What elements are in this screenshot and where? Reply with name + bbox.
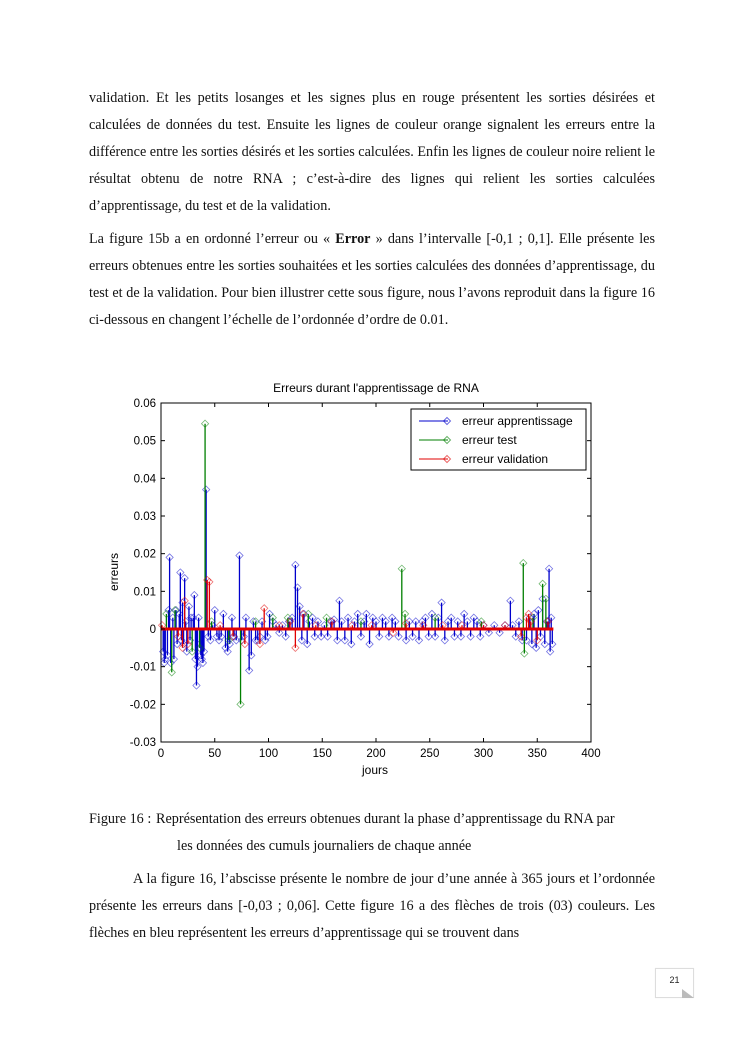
- caption-label: Figure 16 :: [89, 811, 152, 827]
- y-tick-label: 0: [149, 624, 156, 636]
- legend-label: erreur apprentissage: [462, 414, 573, 428]
- paragraph-figure-15b: [89, 226, 655, 334]
- legend-label: erreur test: [462, 433, 517, 447]
- x-tick-label: 50: [208, 748, 222, 760]
- paragraph-intro: validation. Et les petits losanges et les signes plus en rouge présentent les sorties désirées et calculées de données du test. Ensuite les lignes de couleur orange signalent les erreurs entre la différence entre les sorties désirés et les sorties calculées. Enfin les lignes de couleur noire relient le résultat obtenu de notre RNA ; c’est-à-dire des lignes qui relient les sorties calculées d’apprentissage, du test et de la validation.: [89, 90, 655, 214]
- figure-caption: [89, 806, 655, 860]
- legend-label: erreur validation: [462, 452, 549, 466]
- x-tick-label: 300: [473, 748, 494, 760]
- x-tick-label: 100: [258, 748, 279, 760]
- series-erreur-validation: [158, 576, 551, 651]
- page-number: [655, 968, 694, 998]
- chart-title: Erreurs durant l'apprentissage de RNA: [273, 381, 479, 395]
- bold-term-error: Error: [335, 231, 371, 247]
- series-erreur-apprentissage: [160, 486, 556, 689]
- page-curl-icon: [682, 989, 694, 998]
- error-stem-chart: [0, 370, 744, 780]
- x-tick-label: 350: [527, 748, 547, 760]
- caption-line-1: Représentation des erreurs obtenues durant la phase d’apprentissage du RNA par: [156, 811, 615, 827]
- y-tick-label: 0.01: [133, 586, 156, 599]
- x-tick-label: 200: [366, 748, 386, 760]
- y-tick-label: 0.02: [133, 548, 156, 561]
- paragraph-text: La figure 15b a en ordonné l’erreur ou «: [89, 231, 336, 247]
- x-axis-label: jours: [361, 763, 389, 777]
- x-tick-label: 400: [581, 748, 601, 760]
- paragraph-figure-16-explanation: A la figure 16, l’abscisse présente le nombre de jour d’une année à 365 jours et l’ordonnée présente les erreurs dans [-0,03 ; 0,06]. Cette figure 16 a des flèches de trois (03) couleurs. Les flèches en bleu représentent les erreurs d’apprentissage qui se trouvent dans: [89, 871, 655, 941]
- y-tick-label: 0.03: [133, 511, 156, 523]
- y-tick-label: -0.01: [129, 661, 156, 674]
- x-tick-label: 0: [157, 748, 165, 760]
- x-tick-label: 250: [420, 748, 440, 760]
- y-axis-label: erreurs: [107, 552, 121, 592]
- y-tick-label: 0.05: [133, 435, 156, 448]
- legend: [411, 409, 586, 470]
- x-tick-label: 150: [312, 748, 332, 760]
- caption-line-2: les données des cumuls journaliers de chaque année: [177, 838, 472, 854]
- paragraph-text: » dans l’intervalle [-0,1 ; 0,1]. Elle présente les erreurs obtenues entre les sorties souhaitées et les sorties calculées des données d’apprentissage, du test et de la validation. Pour bien illustrer cette sous figure, nous l’avons reproduit dans la figure 16 ci-dessous en changent l’échelle de l’ordonnée d’ordre de 0.01.: [89, 231, 655, 328]
- y-tick-label: -0.02: [129, 699, 156, 712]
- page-number-text: 21: [669, 975, 680, 985]
- y-tick-label: -0.03: [129, 737, 156, 749]
- y-tick-label: 0.04: [133, 473, 156, 486]
- y-tick-label: 0.06: [133, 398, 156, 410]
